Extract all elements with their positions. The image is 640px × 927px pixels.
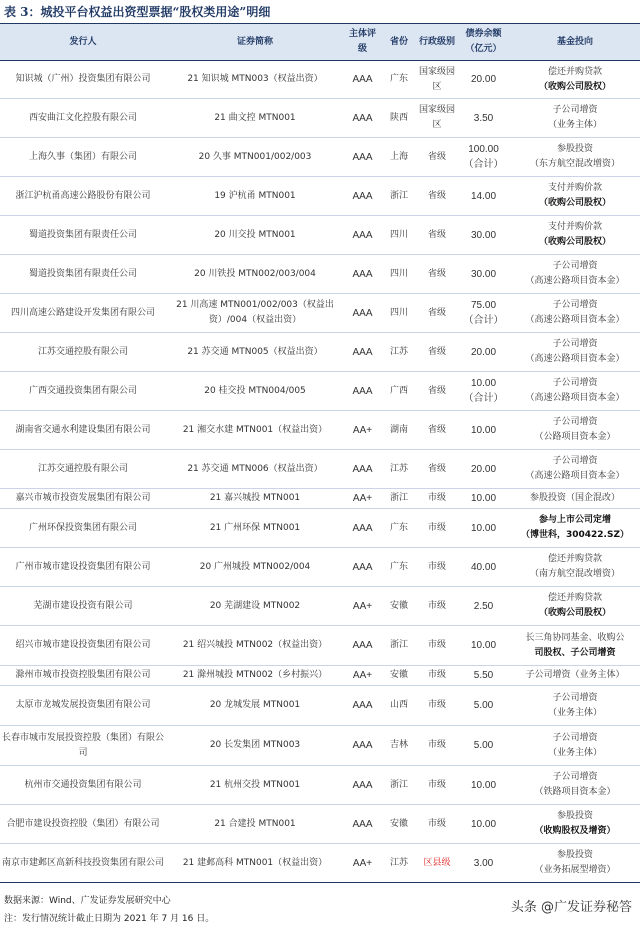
balance-line: 10.00 — [470, 424, 497, 436]
balance-cell — [457, 216, 510, 255]
level-cell: 省级 — [417, 450, 457, 489]
bond-cell: 21 合建投 MTN001 — [166, 805, 344, 844]
issuer-cell: 广州市城市建设投资集团有限公司 — [0, 548, 166, 587]
bond-cell: 21 嘉兴城投 MTN001 — [166, 489, 344, 509]
fund-line: （收购股权及增资） — [534, 826, 616, 836]
balance-line: 3.00 — [473, 857, 494, 869]
balance-cell — [457, 61, 510, 99]
fund-cell — [510, 587, 640, 626]
balance-line: 75.00 — [470, 300, 497, 311]
balance-line: 20.00 — [470, 346, 497, 358]
level-cell: 省级 — [417, 333, 457, 372]
issuer-cell: 绍兴市城市建设投资集团有限公司 — [0, 626, 166, 666]
bond-cell: 21 绍兴城投 MTN002（权益出资） — [166, 626, 344, 666]
level-cell: 省级 — [417, 255, 457, 294]
level-cell: 市级 — [417, 666, 457, 686]
balance-line: 10.00 — [470, 493, 497, 504]
rating-cell: AAA — [344, 766, 381, 805]
level-cell: 市级 — [417, 766, 457, 805]
balance-line: 30.00 — [470, 268, 497, 280]
balance-line: 10.00 — [470, 522, 497, 534]
table-row — [0, 177, 640, 216]
fund-cell — [510, 216, 640, 255]
level-cell: 省级 — [417, 177, 457, 216]
fund-line: 子公司增资 — [552, 378, 598, 388]
balance-line: 100.00 — [468, 144, 499, 155]
rating-cell: AAA — [344, 333, 381, 372]
table-row — [0, 686, 640, 726]
table-row — [0, 333, 640, 372]
balance-cell — [457, 372, 510, 411]
rating-cell: AAA — [344, 216, 381, 255]
fund-cell — [510, 372, 640, 411]
table-row — [0, 489, 640, 509]
balance-line: 2.50 — [473, 600, 494, 612]
fund-cell — [510, 686, 640, 726]
province-cell: 浙江 — [381, 489, 417, 509]
balance-cell — [457, 411, 510, 450]
province-cell: 浙江 — [381, 177, 417, 216]
fund-cell — [510, 626, 640, 666]
issuer-cell: 西安曲江文化控股有限公司 — [0, 99, 166, 138]
fund-line: （公路项目资本金） — [534, 432, 616, 442]
balance-line: 14.00 — [470, 190, 497, 202]
header-balance: 债券余额（亿元） — [457, 24, 510, 61]
issuer-cell: 四川高速公路建设开发集团有限公司 — [0, 294, 166, 333]
balance-cell — [457, 844, 510, 883]
fund-line: 参股投资 — [556, 850, 593, 860]
fund-cell — [510, 844, 640, 883]
balance-cell — [457, 255, 510, 294]
bond-cell: 20 桂交投 MTN004/005 — [166, 372, 344, 411]
province-cell: 湖南 — [381, 411, 417, 450]
table-row — [0, 411, 640, 450]
fund-line: （收购公司股权） — [538, 608, 611, 618]
bond-cell: 20 川交投 MTN001 — [166, 216, 344, 255]
fund-line: 参股投资 — [556, 144, 593, 154]
header-fund: 基金投向 — [510, 24, 640, 61]
province-cell: 广东 — [381, 509, 417, 548]
bond-cell: 20 龙城发展 MTN001 — [166, 686, 344, 726]
balance-cell — [457, 138, 510, 177]
fund-line: （高速公路项目资本金） — [525, 315, 625, 325]
level-cell: 省级 — [417, 294, 457, 333]
balance-cell — [457, 99, 510, 138]
issuer-cell: 合肥市建设投资控股（集团）有限公司 — [0, 805, 166, 844]
level-cell: 市级 — [417, 686, 457, 726]
header-bond: 证券简称 — [166, 24, 344, 61]
fund-line: 子公司增资 — [552, 772, 598, 782]
fund-line: （收购公司股权） — [538, 237, 611, 247]
fund-line: 子公司增资（业务主体） — [525, 670, 625, 680]
fund-line: 子公司增资 — [552, 339, 598, 349]
issuer-cell: 长春市城市发展投资控股（集团）有限公司 — [0, 726, 166, 766]
balance-line: 30.00 — [470, 229, 497, 241]
fund-line: （东方航空混改增资） — [529, 159, 620, 169]
bond-cell: 21 曲文控 MTN001 — [166, 99, 344, 138]
fund-cell — [510, 450, 640, 489]
fund-cell — [510, 177, 640, 216]
fund-line: 参股投资（国企混改） — [529, 493, 620, 503]
fund-line: （业务拓展型增资） — [534, 865, 616, 875]
table-body — [0, 61, 640, 883]
fund-line: 子公司增资 — [552, 692, 598, 703]
rating-cell: AAA — [344, 805, 381, 844]
table-row — [0, 766, 640, 805]
table-row — [0, 844, 640, 883]
level-cell: 省级 — [417, 411, 457, 450]
level-cell: 市级 — [417, 626, 457, 666]
level-cell: 省级 — [417, 138, 457, 177]
fund-line: （收购公司股权） — [538, 81, 611, 92]
fund-line: 司股权、子公司增资 — [534, 647, 616, 658]
balance-line: 10.00 — [470, 818, 497, 830]
level-cell: 省级 — [417, 216, 457, 255]
table-row — [0, 587, 640, 626]
rating-cell: AAA — [344, 294, 381, 333]
fund-line: （收购公司股权） — [538, 198, 611, 208]
balance-line: （合计） — [463, 159, 504, 170]
province-cell: 陕西 — [381, 99, 417, 138]
bond-cell: 20 久事 MTN001/002/003 — [166, 138, 344, 177]
balance-cell — [457, 666, 510, 686]
fund-line: 子公司增资 — [552, 456, 598, 466]
province-cell: 江苏 — [381, 450, 417, 489]
fund-cell — [510, 509, 640, 548]
rating-cell: AAA — [344, 99, 381, 138]
bond-cell: 21 川高速 MTN001/002/003（权益出资）/004（权益出资） — [166, 294, 344, 333]
bond-cell: 21 广州环保 MTN001 — [166, 509, 344, 548]
balance-line: 40.00 — [470, 561, 497, 573]
balance-line: 5.00 — [473, 700, 494, 711]
rating-cell: AA+ — [344, 411, 381, 450]
table-row — [0, 372, 640, 411]
table-row — [0, 294, 640, 333]
bond-cell: 21 建邺高科 MTN001（权益出资） — [166, 844, 344, 883]
bond-cell: 20 广州城投 MTN002/004 — [166, 548, 344, 587]
fund-cell — [510, 489, 640, 509]
table-row — [0, 626, 640, 666]
fund-line: （业务主体） — [547, 747, 602, 758]
balance-cell — [457, 509, 510, 548]
balance-line: 10.00 — [470, 378, 497, 389]
balance-line: 10.00 — [470, 640, 497, 651]
fund-line: （铁路项目资本金） — [534, 787, 616, 797]
fund-line: （高速公路项目资本金） — [525, 393, 625, 403]
fund-line: （业务主体） — [547, 120, 602, 130]
balance-line: 20.00 — [470, 463, 497, 475]
fund-line: 偿还并购贷款 — [547, 554, 602, 564]
footnote: 注：发行情况统计截止日期为 2021 年 7 月 16 日。 — [4, 914, 215, 924]
level-cell: 国家级园区 — [417, 61, 457, 99]
fund-line: 子公司增资 — [552, 732, 598, 743]
fund-line: （高速公路项目资本金） — [525, 471, 625, 481]
issuer-cell: 蜀道投资集团有限责任公司 — [0, 216, 166, 255]
balance-line: 5.00 — [473, 740, 494, 751]
fund-line: 偿还并购贷款 — [547, 593, 602, 603]
issuer-cell: 浙江沪杭甬高速公路股份有限公司 — [0, 177, 166, 216]
table-title: 表 3：城投平台权益出资型票据“股权类用途”明细 — [4, 5, 271, 19]
province-cell: 山西 — [381, 686, 417, 726]
issuer-cell: 知识城（广州）投资集团有限公司 — [0, 61, 166, 99]
fund-line: （博世科，300422.SZ） — [520, 530, 629, 540]
issuer-cell: 江苏交通控股有限公司 — [0, 333, 166, 372]
balance-cell — [457, 548, 510, 587]
province-cell: 江苏 — [381, 333, 417, 372]
rating-cell: AA+ — [344, 489, 381, 509]
table-row — [0, 450, 640, 489]
fund-line: 子公司增资 — [552, 300, 598, 310]
header-province: 省份 — [381, 24, 417, 61]
bond-cell: 19 沪杭甬 MTN001 — [166, 177, 344, 216]
balance-cell — [457, 766, 510, 805]
bond-cell: 21 苏交通 MTN006（权益出资） — [166, 450, 344, 489]
fund-line: 长三角协同基金、收购公 — [525, 632, 625, 643]
bond-cell: 21 知识城 MTN003（权益出资） — [166, 61, 344, 99]
table-row — [0, 138, 640, 177]
province-cell: 安徽 — [381, 587, 417, 626]
province-cell: 广东 — [381, 548, 417, 587]
province-cell: 浙江 — [381, 766, 417, 805]
fund-line: 偿还并购贷款 — [547, 66, 602, 77]
table-row — [0, 255, 640, 294]
province-cell: 四川 — [381, 216, 417, 255]
province-cell: 四川 — [381, 294, 417, 333]
issuer-cell: 江苏交通控股有限公司 — [0, 450, 166, 489]
fund-cell — [510, 666, 640, 686]
province-cell: 安徽 — [381, 666, 417, 686]
province-cell: 吉林 — [381, 726, 417, 766]
fund-line: 子公司增资 — [552, 417, 598, 427]
issuer-cell: 蜀道投资集团有限责任公司 — [0, 255, 166, 294]
fund-line: 支付并购价款 — [547, 183, 602, 193]
balance-line: 5.50 — [473, 670, 494, 681]
fund-cell — [510, 99, 640, 138]
province-cell: 四川 — [381, 255, 417, 294]
issuer-cell: 嘉兴市城市投资发展集团有限公司 — [0, 489, 166, 509]
province-cell: 浙江 — [381, 626, 417, 666]
balance-line: （合计） — [463, 393, 504, 404]
issuer-cell: 滁州市城市投资控股集团有限公司 — [0, 666, 166, 686]
level-cell: 市级 — [417, 726, 457, 766]
balance-cell — [457, 489, 510, 509]
balance-cell — [457, 294, 510, 333]
fund-line: 子公司增资 — [552, 261, 598, 271]
fund-cell — [510, 726, 640, 766]
rating-cell: AAA — [344, 450, 381, 489]
source-note: 数据来源：Wind、广发证券发展研究中心 — [4, 896, 171, 906]
table-row — [0, 666, 640, 686]
fund-line: （业务主体） — [547, 707, 602, 718]
level-cell: 国家级园区 — [417, 99, 457, 138]
rating-cell: AAA — [344, 138, 381, 177]
header-rating: 主体评级 — [344, 24, 381, 61]
bond-cell: 20 长发集团 MTN003 — [166, 726, 344, 766]
rating-cell: AAA — [344, 509, 381, 548]
level-cell: 市级 — [417, 548, 457, 587]
rating-cell: AAA — [344, 686, 381, 726]
province-cell: 安徽 — [381, 805, 417, 844]
fund-cell — [510, 411, 640, 450]
fund-line: （南方航空混改增资） — [529, 569, 620, 579]
balance-line: 3.50 — [473, 112, 494, 124]
issuer-cell: 广西交通投资集团有限公司 — [0, 372, 166, 411]
fund-cell — [510, 138, 640, 177]
header-row — [0, 24, 640, 61]
issuer-cell: 南京市建邺区高新科技投资集团有限公司 — [0, 844, 166, 883]
bond-cell: 21 湘交水建 MTN001（权益出资） — [166, 411, 344, 450]
rating-cell: AAA — [344, 626, 381, 666]
issuer-cell: 太原市龙城发展投资集团有限公司 — [0, 686, 166, 726]
rating-cell: AAA — [344, 255, 381, 294]
rating-cell: AAA — [344, 726, 381, 766]
balance-cell — [457, 177, 510, 216]
fund-cell — [510, 333, 640, 372]
province-cell: 江苏 — [381, 844, 417, 883]
bond-cell: 21 杭州交投 MTN001 — [166, 766, 344, 805]
table-row — [0, 509, 640, 548]
balance-cell — [457, 450, 510, 489]
table-row — [0, 61, 640, 99]
level-cell: 市级 — [417, 805, 457, 844]
fund-cell — [510, 548, 640, 587]
issuer-cell: 上海久事（集团）有限公司 — [0, 138, 166, 177]
rating-cell: AAA — [344, 372, 381, 411]
rating-cell: AAA — [344, 548, 381, 587]
level-cell: 市级 — [417, 587, 457, 626]
rating-cell: AAA — [344, 61, 381, 99]
table-row — [0, 548, 640, 587]
balance-cell — [457, 587, 510, 626]
fund-cell — [510, 255, 640, 294]
bond-detail-table — [0, 23, 640, 883]
fund-line: （高速公路项目资本金） — [525, 354, 625, 364]
balance-line: 10.00 — [470, 779, 497, 791]
table-row — [0, 805, 640, 844]
fund-cell — [510, 805, 640, 844]
fund-line: 参股投资 — [556, 811, 593, 821]
table-row — [0, 726, 640, 766]
watermark: 头条 @广发证券秘答 — [510, 900, 632, 915]
issuer-cell: 杭州市交通投资集团有限公司 — [0, 766, 166, 805]
table-row — [0, 216, 640, 255]
bond-cell: 21 滁州城投 MTN002（乡村振兴） — [166, 666, 344, 686]
header-issuer: 发行人 — [0, 24, 166, 61]
fund-line: （高速公路项目资本金） — [525, 276, 625, 286]
balance-cell — [457, 626, 510, 666]
level-cell: 省级 — [417, 372, 457, 411]
issuer-cell: 广州环保投资集团有限公司 — [0, 509, 166, 548]
fund-line: 参与上市公司定增 — [538, 515, 611, 525]
balance-line: 20.00 — [470, 74, 497, 85]
province-cell: 广东 — [381, 61, 417, 99]
issuer-cell: 芜湖市建设投资有限公司 — [0, 587, 166, 626]
balance-cell — [457, 805, 510, 844]
province-cell: 上海 — [381, 138, 417, 177]
table-row — [0, 99, 640, 138]
header-level: 行政级别 — [417, 24, 457, 61]
balance-cell — [457, 686, 510, 726]
bond-cell: 20 芜湖建设 MTN002 — [166, 587, 344, 626]
level-cell: 区县级 — [417, 844, 457, 883]
bond-cell: 21 苏交通 MTN005（权益出资） — [166, 333, 344, 372]
issuer-cell: 湖南省交通水利建设集团有限公司 — [0, 411, 166, 450]
balance-line: （合计） — [463, 315, 504, 326]
rating-cell: AAA — [344, 177, 381, 216]
balance-cell — [457, 333, 510, 372]
rating-cell: AA+ — [344, 844, 381, 883]
province-cell: 广西 — [381, 372, 417, 411]
level-cell: 市级 — [417, 509, 457, 548]
fund-line: 支付并购价款 — [547, 222, 602, 232]
fund-cell — [510, 766, 640, 805]
fund-cell — [510, 61, 640, 99]
balance-cell — [457, 726, 510, 766]
rating-cell: AA+ — [344, 587, 381, 626]
fund-cell — [510, 294, 640, 333]
rating-cell: AA+ — [344, 666, 381, 686]
bond-cell: 20 川铁投 MTN002/003/004 — [166, 255, 344, 294]
fund-line: 子公司增资 — [552, 105, 598, 115]
level-cell: 市级 — [417, 489, 457, 509]
